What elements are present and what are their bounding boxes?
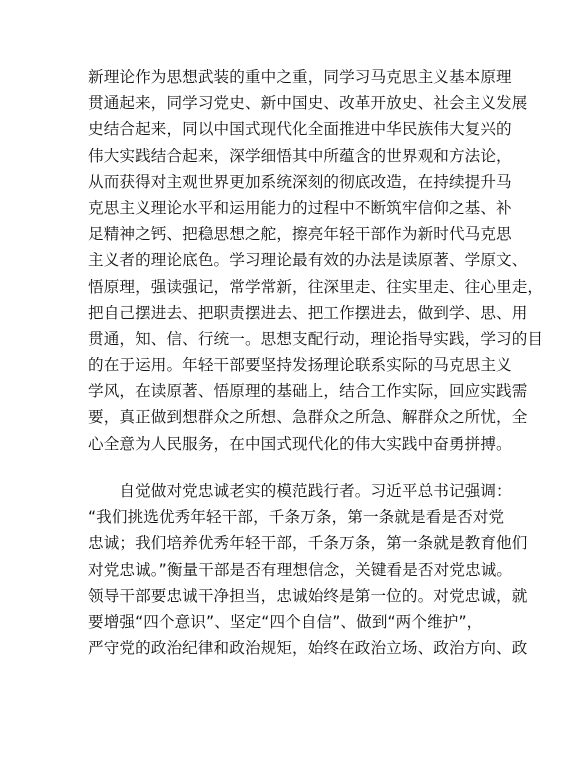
paragraph-line: 悟原理，强读强记，常学常新，往深里走、往实里走、往心里走， — [88, 277, 544, 296]
paragraph-line: 心全意为人民服务，在中国式现代化的伟大实践中奋勇拼搏。 — [88, 434, 512, 453]
paragraph-line: 史结合起来，同以中国式现代化全面推进中华民族伟大复兴的 — [88, 120, 512, 139]
paragraph-party-loyalty — [88, 478, 528, 661]
paragraph-line: 要，真正做到想群众之所想、急群众之所急、解群众之所忧，全 — [88, 408, 528, 427]
paragraph-line: 要增强“四个意识”、坚定“四个自信”、做到“两个维护”， — [88, 612, 483, 631]
paragraph-line: 忠诚；我们培养优秀年轻干部，千条万条，第一条就是教育他们 — [88, 534, 528, 553]
paragraph-line: 新理论作为思想武装的重中之重，同学习马克思主义基本原理 — [88, 68, 512, 86]
paragraph-line: “我们挑选优秀年轻干部，千条万条，第一条就是看是否对党 — [88, 508, 505, 527]
paragraph-theory-study — [88, 64, 544, 457]
paragraph-line: 克思主义理论水平和运用能力的过程中不断筑牢信仰之基、补 — [88, 198, 512, 217]
paragraph-line: 贯通，知、信、行统一。思想支配行动，理论指导实践，学习的目 — [88, 329, 544, 348]
paragraph-line: 伟大实践结合起来，深学细悟其中所蕴含的世界观和方法论， — [88, 146, 512, 165]
paragraph-line: 严守党的政治纪律和政治规矩，始终在政治立场、政治方向、政 — [88, 639, 528, 658]
paragraph-line: 学风，在读原著、悟原理的基础上，结合工作实际，回应实践需 — [88, 382, 528, 401]
paragraph-line: 从而获得对主观世界更加系统深刻的彻底改造，在持续提升马 — [88, 172, 512, 191]
paragraph-line: 的在于运用。年轻干部要坚持发扬理论联系实际的马克思主义 — [88, 356, 512, 375]
paragraph-line: 把自己摆进去、把职责摆进去、把工作摆进去，做到学、思、用 — [88, 303, 528, 322]
paragraph-line: 对党忠诚。”衡量干部是否有理想信念，关键看是否对党忠诚。 — [88, 560, 513, 579]
paragraph-line: 领导干部要忠诚干净担当，忠诚始终是第一位的。对党忠诚，就 — [88, 586, 528, 605]
paragraph-line: 贯通起来，同学习党史、新中国史、改革开放史、社会主义发展 — [88, 94, 528, 113]
paragraph-line: 自觉做对党忠诚老实的模范践行者。习近平总书记强调： — [88, 482, 512, 500]
paragraph-line: 主义者的理论底色。学习理论最有效的办法是读原著、学原文、 — [88, 251, 528, 270]
paragraph-line: 足精神之钙、把稳思想之舵，擦亮年轻干部作为新时代马克思 — [88, 225, 512, 244]
